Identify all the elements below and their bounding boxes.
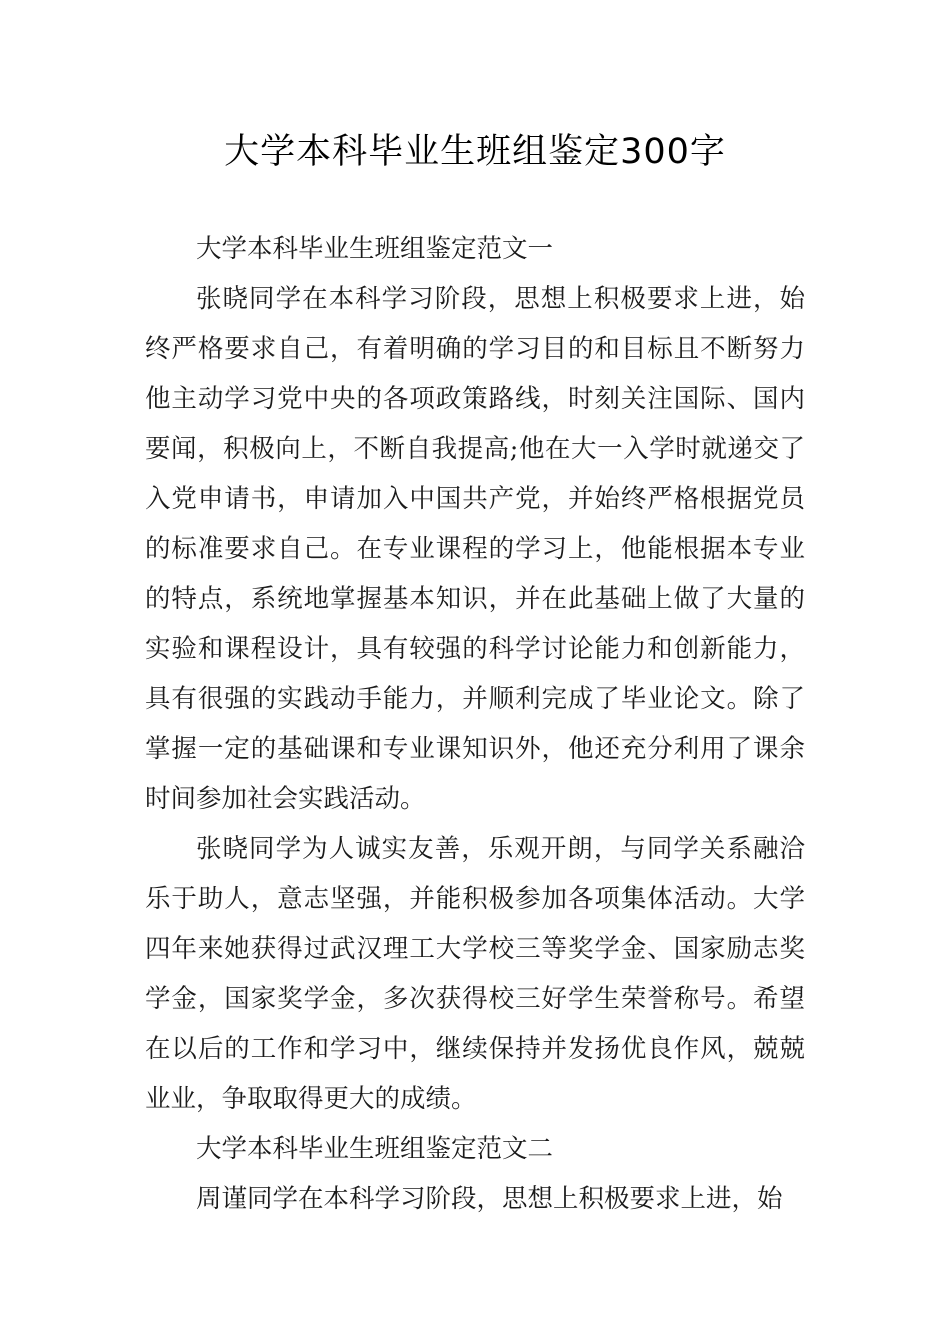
section-heading-2: 大学本科毕业生班组鉴定范文二 (196, 1134, 554, 1164)
document-body (145, 224, 805, 1224)
document-title: 大学本科毕业生班组鉴定300字 (224, 132, 726, 172)
section-heading-1: 大学本科毕业生班组鉴定范文一 (196, 234, 554, 264)
paragraph-1: 张晓同学在本科学习阶段，思想上积极要求上进，始终严格要求自己，有着明确的学习目的和目标且不断努力他主动学习党中央的各项政策路线，时刻关注国际、国内要闻，积极向上，不断自我提高;他在大一入学时就递交了入党申请书，申请加入中国共产党，并始终严格根据党员的标准要求自己。在专业课程的学习上，他能根据本专业的特点，系统地掌握基本知识，并在此基础上做了大量的实验和课程设计，具有较强的科学讨论能力和创新能力，具有很强的实践动手能力，并顺利完成了毕业论文。除了掌握一定的基础课和专业课知识外，他还充分利用了课余时间参加社会实践活动。 (145, 284, 805, 814)
paragraph-2: 张晓同学为人诚实友善，乐观开朗，与同学关系融洽乐于助人，意志坚强，并能积极参加各项集体活动。大学四年来她获得过武汉理工大学校三等奖学金、国家励志奖学金，国家奖学金，多次获得校三好学生荣誉称号。希望在以后的工作和学习中，继续保持并发扬优良作风，兢兢业业，争取取得更大的成绩。 (145, 834, 805, 1114)
paragraph-3: 周谨同学在本科学习阶段，思想上积极要求上进，始 (196, 1184, 783, 1214)
